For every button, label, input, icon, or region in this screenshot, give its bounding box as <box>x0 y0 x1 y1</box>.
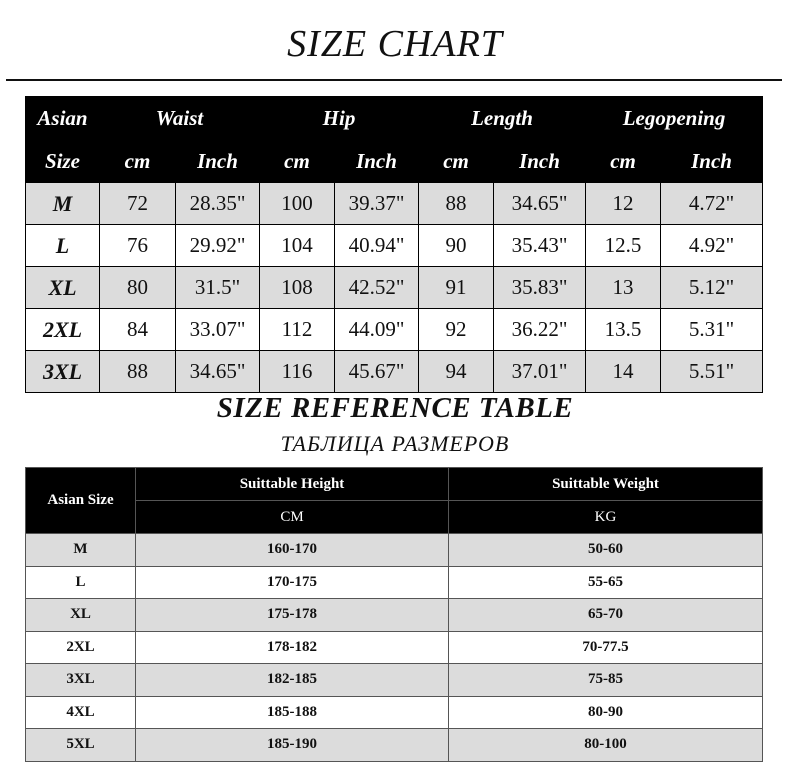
table-cell: 108 <box>260 267 335 309</box>
reference-header-row <box>26 468 763 501</box>
table-cell: 91 <box>419 267 494 309</box>
size-label: 2XL <box>26 631 136 664</box>
size-label: 5XL <box>26 729 136 762</box>
table-cell: 5.31" <box>661 309 763 351</box>
table-cell: 13 <box>586 267 661 309</box>
table-cell: 80-100 <box>449 729 763 762</box>
table-cell: 94 <box>419 351 494 393</box>
table-cell: 37.01" <box>494 351 586 393</box>
header-legopening: Legopening <box>586 97 763 140</box>
header-waist: Waist <box>100 97 260 140</box>
size-label: XL <box>26 599 136 632</box>
table-row <box>26 729 763 762</box>
table-cell: 185-188 <box>136 696 449 729</box>
header-unit: cm <box>100 140 176 183</box>
reference-unit-row <box>26 501 763 534</box>
table-row <box>26 351 763 393</box>
table-cell: 90 <box>419 225 494 267</box>
table-cell: 160-170 <box>136 534 449 567</box>
table-cell: 34.65" <box>494 183 586 225</box>
header-unit: Inch <box>661 140 763 183</box>
table-cell: 42.52" <box>335 267 419 309</box>
table-row <box>26 534 763 567</box>
table-cell: 14 <box>586 351 661 393</box>
table-cell: 185-190 <box>136 729 449 762</box>
size-label: L <box>26 225 100 267</box>
table-cell: 72 <box>100 183 176 225</box>
table-cell: 55-65 <box>449 566 763 599</box>
header-unit: cm <box>419 140 494 183</box>
title-divider <box>6 79 782 81</box>
table-row <box>26 631 763 664</box>
table-cell: 12 <box>586 183 661 225</box>
table-cell: 182-185 <box>136 664 449 697</box>
header-unit: Inch <box>494 140 586 183</box>
table-cell: 178-182 <box>136 631 449 664</box>
size-label: L <box>26 566 136 599</box>
unit-kg: KG <box>449 501 763 534</box>
table-row <box>26 225 763 267</box>
reference-title: SIZE REFERENCE TABLE <box>216 392 574 424</box>
table-cell: 104 <box>260 225 335 267</box>
reference-table <box>25 467 763 762</box>
header-size: Size <box>26 140 100 183</box>
table-row <box>26 267 763 309</box>
size-chart-unit-row <box>26 140 763 183</box>
header-unit: Inch <box>176 140 260 183</box>
unit-cm: CM <box>136 501 449 534</box>
size-label: M <box>26 534 136 567</box>
table-cell: 39.37" <box>335 183 419 225</box>
table-cell: 70-77.5 <box>449 631 763 664</box>
page-title: SIZE CHART <box>287 23 503 65</box>
table-cell: 80 <box>100 267 176 309</box>
table-cell: 170-175 <box>136 566 449 599</box>
table-cell: 12.5 <box>586 225 661 267</box>
table-cell: 35.83" <box>494 267 586 309</box>
size-chart-table <box>25 96 763 393</box>
table-cell: 116 <box>260 351 335 393</box>
table-cell: 44.09" <box>335 309 419 351</box>
table-cell: 33.07" <box>176 309 260 351</box>
table-cell: 36.22" <box>494 309 586 351</box>
table-cell: 92 <box>419 309 494 351</box>
size-label: XL <box>26 267 100 309</box>
size-chart-header-row <box>26 97 763 140</box>
table-cell: 76 <box>100 225 176 267</box>
table-cell: 175-178 <box>136 599 449 632</box>
size-label: 2XL <box>26 309 100 351</box>
header-unit: cm <box>586 140 661 183</box>
table-cell: 100 <box>260 183 335 225</box>
table-cell: 88 <box>100 351 176 393</box>
table-cell: 88 <box>419 183 494 225</box>
table-cell: 4.92" <box>661 225 763 267</box>
table-cell: 45.67" <box>335 351 419 393</box>
table-cell: 34.65" <box>176 351 260 393</box>
table-cell: 40.94" <box>335 225 419 267</box>
size-label: 3XL <box>26 351 100 393</box>
table-row <box>26 566 763 599</box>
table-row <box>26 599 763 632</box>
table-row <box>26 696 763 729</box>
table-cell: 112 <box>260 309 335 351</box>
reference-title-ru: ТАБЛИЦА РАЗМЕРОВ <box>280 431 510 456</box>
table-cell: 31.5" <box>176 267 260 309</box>
size-label: 3XL <box>26 664 136 697</box>
table-row <box>26 183 763 225</box>
table-cell: 5.51" <box>661 351 763 393</box>
table-cell: 84 <box>100 309 176 351</box>
header-length: Length <box>419 97 586 140</box>
table-cell: 80-90 <box>449 696 763 729</box>
header-unit: Inch <box>335 140 419 183</box>
table-cell: 5.12" <box>661 267 763 309</box>
size-label: M <box>26 183 100 225</box>
header-asian-size: Asian Size <box>26 468 136 534</box>
table-cell: 28.35" <box>176 183 260 225</box>
size-label: 4XL <box>26 696 136 729</box>
table-cell: 29.92" <box>176 225 260 267</box>
table-row <box>26 309 763 351</box>
header-height: Suittable Height <box>136 468 449 501</box>
table-cell: 75-85 <box>449 664 763 697</box>
table-cell: 50-60 <box>449 534 763 567</box>
header-asian: Asian <box>26 97 100 140</box>
table-cell: 13.5 <box>586 309 661 351</box>
table-cell: 65-70 <box>449 599 763 632</box>
table-cell: 35.43" <box>494 225 586 267</box>
header-unit: cm <box>260 140 335 183</box>
header-hip: Hip <box>260 97 419 140</box>
table-row <box>26 664 763 697</box>
header-weight: Suittable Weight <box>449 468 763 501</box>
table-cell: 4.72" <box>661 183 763 225</box>
